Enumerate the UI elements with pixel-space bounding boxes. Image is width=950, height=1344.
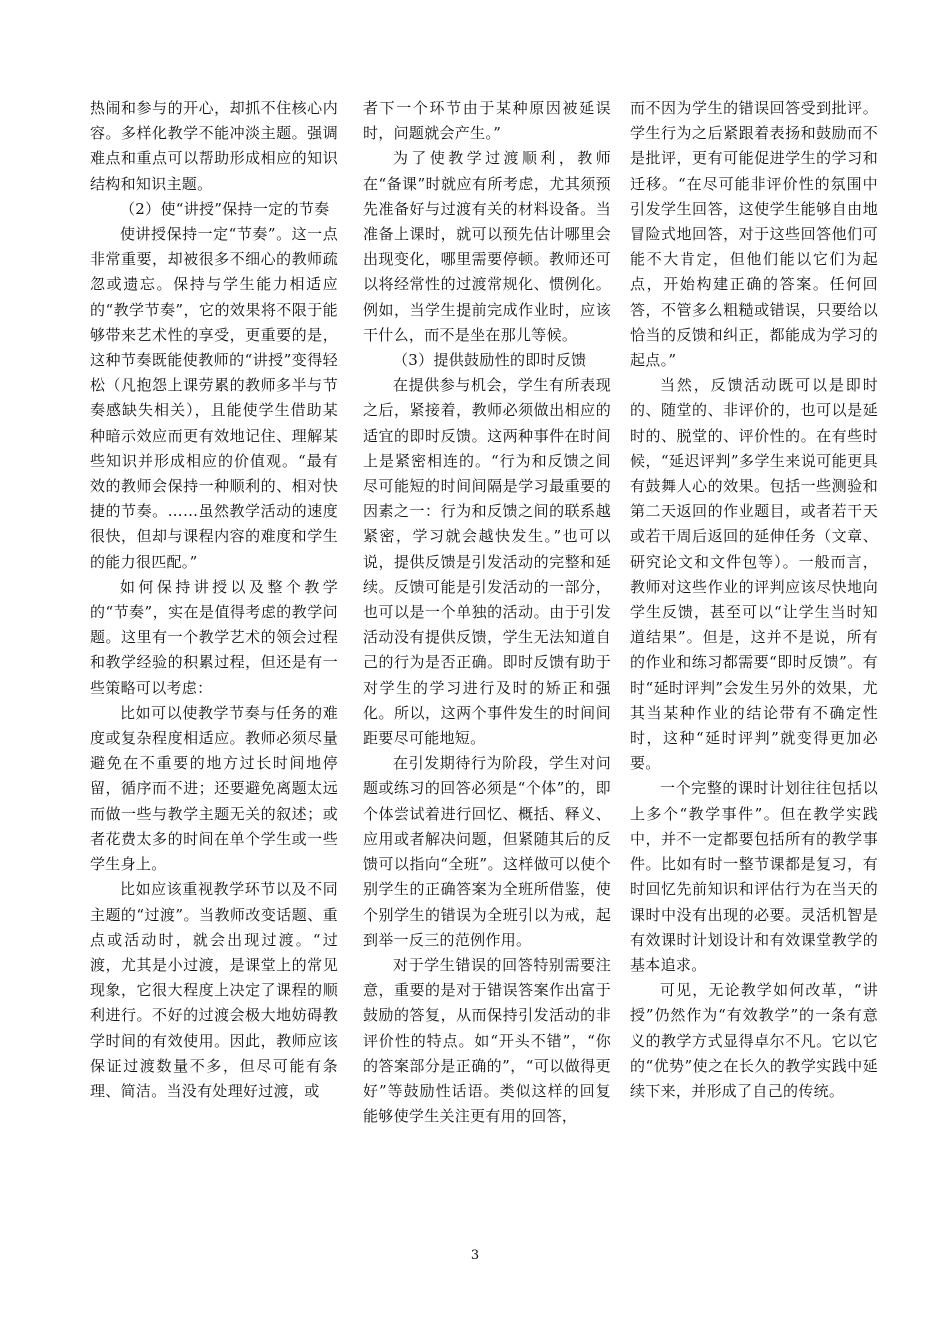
paragraph: 比如应该重视教学环节以及不同主题的“过渡”。当教师改变话题、重点或活动时，就会出现过渡。“过渡，尤其是小过渡，是课堂上的常见现象，它很大程度上决定了课程的顺利进行。不好的过渡会极大地妨碍教学时间的有效使用。因此，教师应该保证过渡数量不多，但尽可能有条理、简洁。当没有处理好过渡，或 (90, 880, 338, 1100)
paragraph: 在提供参与机会，学生有所表现之后，紧接着，教师必须做出相应的适宜的即时反馈。这两种事件在时间上是紧密相连的。“行为和反馈之间尽可能短的时间间隔是学习最重要的因素之一：行为和反馈之间的联系越紧密，学习就会越快发生。”也可以说，提供反馈是引发活动的完整和延续。反馈可能是引发活动的一部分，也可以是一个单独的活动。由于引发活动没有提供反馈，学生无法知道自己的行为是否正确。即时反馈有助于对学生的学习进行及时的矫正和强化。所以，这两个事件发生的时间间距要尽可能地短。 (363, 376, 611, 748)
text-column-1 (90, 96, 338, 1104)
section-heading: （3）提供鼓励性的即时反馈 (393, 351, 587, 370)
paragraph: 而不因为学生的错误回答受到批评。学生行为之后紧跟着表扬和鼓励而不是批评，更有可能促进学生的学习和迁移。“在尽可能非评价性的氛围中引发学生回答，这使学生能够自由地冒险式地回答，对于这些回答他们可能不大肯定，但他们能以它们为起点，开始构建正确的答案。任何回答，不管多么粗糙或错误，只要给以恰当的反馈和纠正，都能成为学习的起点。” (630, 99, 878, 370)
paragraph: 热闹和参与的开心，却抓不住核心内容。多样化教学不能冲淡主题。强调难点和重点可以帮助形成相应的知识结构和知识主题。 (90, 99, 338, 193)
paragraph: 在引发期待行为阶段，学生对问题或练习的回答必须是“个体”的，即个体尝试着进行回忆、概括、释义、应用或者解决问题，但紧随其后的反馈可以指向“全班”。这样做可以使个别学生的正确答案为全班所借鉴，使个别学生的错误为全班引以为戒，起到举一反三的范例作用。 (363, 754, 611, 949)
paragraph: 使讲授保持一定“节奏”。这一点非常重要，却被很多不细心的教师疏忽或遗忘。保持与学生能力相适应的“教学节奏”，它的效果将不限于能够带来艺术性的享受，更重要的是，这种节奏既能使教师的“讲授”变得轻松（凡抱怨上课劳累的教师多半与节奏感缺失相关），且能使学生借助某种暗示效应而更有效地记住、理解某些知识并形成相应的价值观。“最有效的教师会保持一种顺利的、相对快捷的节奏。……虽然教学活动的速度很快，但却与课程内容的难度和学生的能力很匹配。” (90, 225, 338, 571)
paragraph: 如何保持讲授以及整个教学的“节奏”，实在是值得考虑的教学问题。这里有一个教学艺术的领会过程和教学经验的积累过程，但还是有一些策略可以考虑： (90, 577, 338, 697)
section-heading: （2）使“讲授”保持一定的节奏 (120, 199, 330, 218)
paragraph: 为了使教学过渡顺利，教师在“备课”时就应有所考虑，尤其须预先准备好与过渡有关的材料设备。当准备上课时，就可以预先估计哪里会出现变化，哪里需要停顿。教师还可以将经常性的过渡常规化、惯例化。例如，当学生提前完成作业时，应该干什么，而不是坐在那儿等候。 (363, 149, 611, 344)
page-number: 3 (470, 1248, 480, 1263)
paragraph: 当然，反馈活动既可以是即时的、随堂的、非评价的，也可以是延时的、脱堂的、评价性的。在有些时候，“延迟评判”多学生来说可能更具有鼓舞人心的效果。包括一些测验和第二天返回的作业题目，或者若干天或若干周后返回的延伸任务（文章、研究论文和文件包等）。一般而言，教师对这些作业的评判应该尽快地向学生反馈，甚至可以“让学生当时知道结果”。但是，这并不是说，所有的作业和练习都需要“即时反馈”。有时“延时评判”会发生另外的效果，尤其当某种作业的结论带有不确定性时，这种“延时评判”就变得更加必要。 (630, 376, 878, 773)
text-column-3 (630, 96, 878, 1104)
paragraph: 一个完整的课时计划往往包括以上多个“教学事件”。但在教学实践中，并不一定都要包括所有的教学事件。比如有时一整节课都是复习，有时回忆先前知识和评估行为在当天的课时中没有出现的必要。灵活机智是有效课时计划设计和有效课堂教学的基本追求。 (630, 779, 878, 974)
paragraph: 比如可以使教学节奏与任务的难度或复杂程度相适应。教师必须尽量避免在不重要的地方过长时间地停留，循序而不进；还要避免离题太远而做一些与教学主题无关的叙述；或者花费太多的时间在单个学生或一些学生身上。 (90, 703, 338, 874)
text-column-2 (363, 96, 611, 1129)
paragraph: 对于学生错误的回答特别需要注意，重要的是对于错误答案作出富于鼓励的答复，从而保持引发活动的非评价性的特点。如“开头不错”，“你的答案部分是正确的”，“可以做得更好”等鼓励性话语。类似这样的回复能够使学生关注更有用的回答， (363, 955, 611, 1126)
paragraph: 可见，无论教学如何改革，“讲授”仍然作为“有效教学”的一条有意义的教学方式显得卓尔不凡。它以它的“优势”使之在长久的教学实践中延续下来，并形成了自己的传统。 (630, 981, 878, 1100)
paragraph: 者下一个环节由于某种原因被延误时，问题就会产生。” (363, 99, 611, 143)
